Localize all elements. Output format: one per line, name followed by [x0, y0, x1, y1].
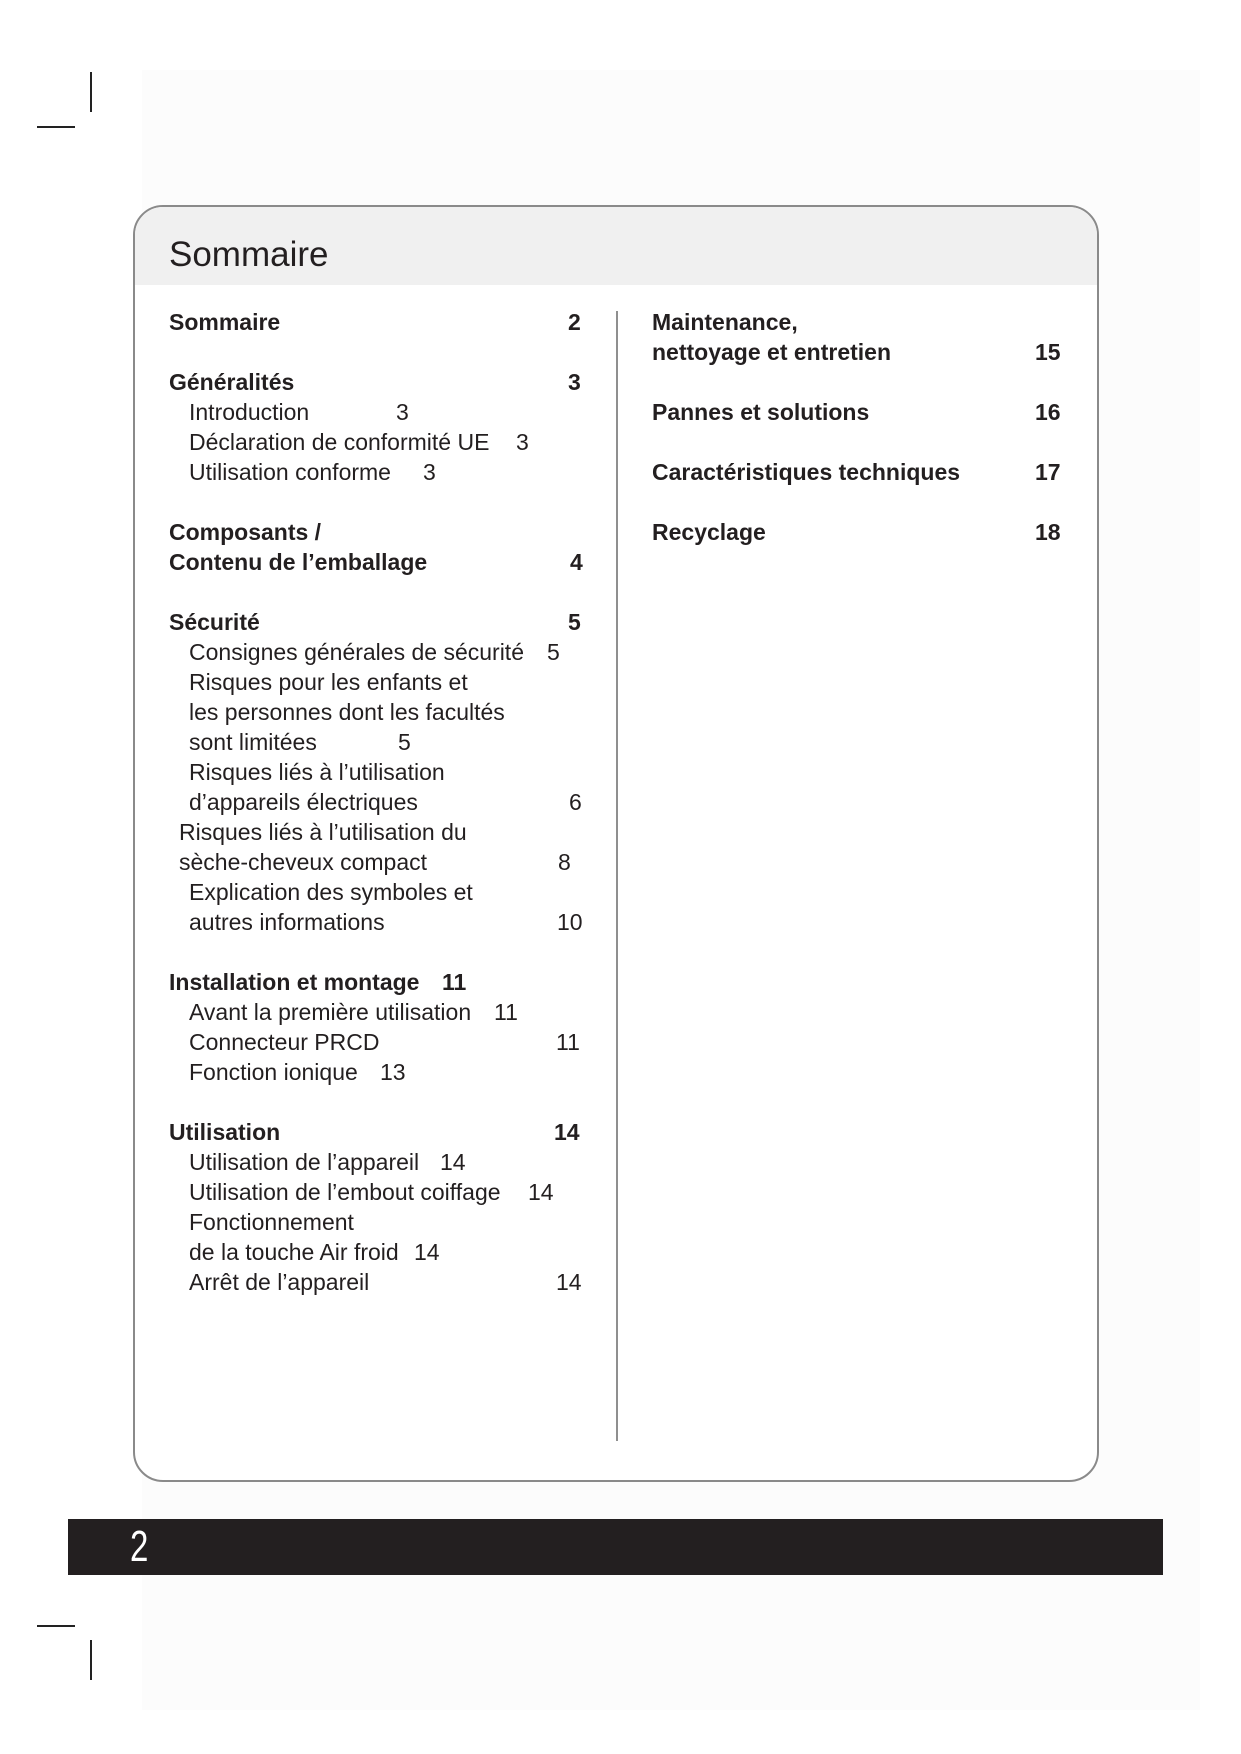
toc-entry-installation [169, 967, 609, 997]
toc-page: 8 [558, 849, 571, 875]
toc-label: Pannes et solutions [652, 399, 870, 425]
toc-label: Risques liés à l’utilisation du [179, 819, 467, 845]
toc-page: 2 [568, 309, 581, 335]
toc-left-column [169, 307, 609, 1297]
toc-page: 3 [423, 459, 436, 485]
toc-label: Introduction [189, 399, 310, 425]
toc-label: Contenu de l’emballage [169, 549, 428, 575]
toc-page: 18 [1035, 519, 1061, 545]
toc-entry-embout [169, 1177, 609, 1207]
toc-label: nettoyage et entretien [652, 339, 891, 365]
toc-page: 14 [554, 1119, 580, 1145]
toc-label: Utilisation de l’embout coiffage [189, 1179, 501, 1205]
column-divider [616, 311, 618, 1441]
page-number: 2 [130, 1522, 149, 1571]
toc-label: autres informations [189, 909, 385, 935]
toc-page: 14 [556, 1269, 582, 1295]
toc-entry-air-froid-cont [169, 1237, 609, 1267]
toc-label: Déclaration de conformité UE [189, 429, 490, 455]
toc-entry-air-froid [169, 1207, 609, 1237]
toc-entry-recyclage [652, 517, 1072, 547]
toc-entry-explication [169, 877, 609, 907]
toc-label: Recyclage [652, 519, 766, 545]
toc-label: Installation et montage [169, 969, 420, 995]
toc-label: Utilisation conforme [189, 459, 391, 485]
toc-entry-sommaire [169, 307, 609, 337]
toc-label: de la touche Air froid [189, 1239, 399, 1265]
toc-entry-fonction-ionique [169, 1057, 609, 1087]
toc-page: 17 [1035, 459, 1061, 485]
toc-entry-risques-seche-cont [169, 847, 609, 877]
toc-page: 14 [440, 1149, 466, 1175]
toc-entry-explication-cont [169, 907, 609, 937]
toc-label: Généralités [169, 369, 295, 395]
crop-mark [37, 1625, 75, 1627]
toc-label: Sommaire [169, 309, 281, 335]
toc-page: 3 [516, 429, 529, 455]
toc-page: 13 [380, 1059, 406, 1085]
toc-entry-composants [169, 517, 609, 547]
toc-label: sont limitées [189, 729, 317, 755]
toc-label: Connecteur PRCD [189, 1029, 380, 1055]
toc-page: 5 [547, 639, 560, 665]
toc-entry-pannes [652, 397, 1072, 427]
toc-label: Fonctionnement [189, 1209, 354, 1235]
toc-label: Arrêt de l’appareil [189, 1269, 370, 1295]
toc-page: 14 [414, 1239, 440, 1265]
toc-label: les personnes dont les facultés [189, 699, 505, 725]
toc-entry-utilisation-conforme [169, 457, 609, 487]
toc-entry-risques-enfants [169, 667, 609, 697]
toc-header [135, 207, 1097, 285]
toc-entry-caracteristiques [652, 457, 1072, 487]
toc-page: 15 [1035, 339, 1061, 365]
toc-entry-avant [169, 997, 609, 1027]
toc-page: 16 [1035, 399, 1061, 425]
toc-page: 5 [568, 609, 581, 635]
toc-label: Consignes générales de sécurité [189, 639, 524, 665]
toc-entry-maintenance [652, 307, 1072, 337]
toc-label: sèche-cheveux compact [179, 849, 428, 875]
toc-entry-risques-electriques [169, 757, 609, 787]
toc-label: Avant la première utilisation [189, 999, 472, 1025]
toc-page: 11 [494, 999, 518, 1025]
toc-label: Fonction ionique [189, 1059, 358, 1085]
toc-entry-risques-seche [169, 817, 609, 847]
toc-entry-composants-cont [169, 547, 609, 577]
toc-label: d’appareils électriques [189, 789, 418, 815]
toc-page: 11 [556, 1029, 580, 1055]
toc-entry-risques-enfants-cont [169, 697, 609, 727]
toc-entry-connecteur [169, 1027, 609, 1057]
toc-label: Risques pour les enfants et [189, 669, 468, 695]
toc-page: 10 [557, 909, 583, 935]
toc-label: Sécurité [169, 609, 260, 635]
toc-entry-maintenance-cont [652, 337, 1072, 367]
crop-mark [37, 126, 75, 128]
toc-label: Risques liés à l’utilisation [189, 759, 445, 785]
toc-page: 3 [568, 369, 581, 395]
toc-label: Composants / [169, 519, 322, 545]
toc-page: 4 [570, 549, 583, 575]
toc-entry-arret [169, 1267, 609, 1297]
toc-entry-consignes [169, 637, 609, 667]
toc-page: 5 [398, 729, 411, 755]
toc-entry-generalites [169, 367, 609, 397]
crop-mark [90, 1640, 92, 1680]
page-title: Sommaire [169, 235, 329, 274]
toc-page: 14 [528, 1179, 554, 1205]
toc-entry-risques-electriques-cont [169, 787, 609, 817]
crop-mark [90, 72, 92, 112]
toc-entry-risques-enfants-cont [169, 727, 609, 757]
toc-page: 6 [569, 789, 582, 815]
toc-right-column [652, 307, 1072, 547]
toc-label: Explication des symboles et [189, 879, 473, 905]
toc-label: Utilisation [169, 1119, 281, 1145]
toc-page: 3 [396, 399, 409, 425]
toc-label: Maintenance, [652, 309, 798, 335]
toc-page: 11 [442, 969, 467, 995]
toc-entry-securite [169, 607, 609, 637]
footer-bar [68, 1519, 1163, 1575]
toc-label: Caractéristiques techniques [652, 459, 961, 485]
toc-label: Utilisation de l’appareil [189, 1149, 420, 1175]
toc-entry-declaration [169, 427, 609, 457]
toc-entry-introduction [169, 397, 609, 427]
toc-entry-utilisation [169, 1117, 609, 1147]
toc-entry-utilisation-appareil [169, 1147, 609, 1177]
table-of-contents [133, 205, 1099, 1482]
